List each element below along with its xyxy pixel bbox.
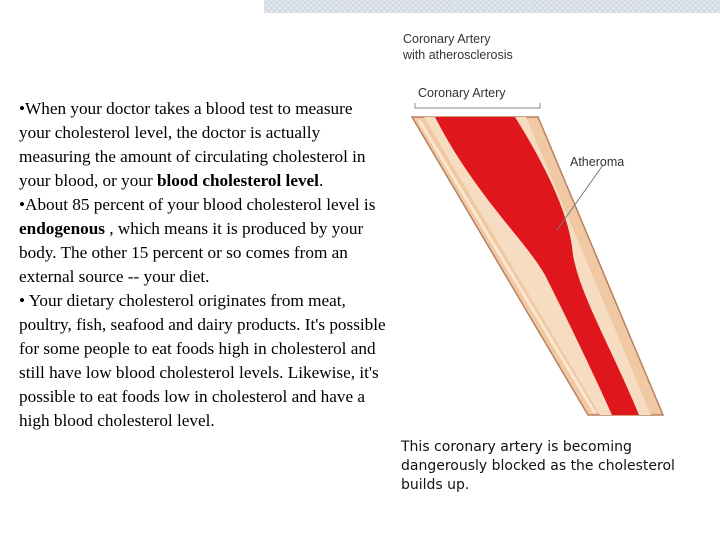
bullet: • (19, 291, 29, 310)
paragraph-2 (19, 193, 387, 289)
text-run: Your dietary cholesterol originates from meat, poultry, fish, seafood and dairy products. It's possible for some people to eat foods high in cholesterol and still have low blood cholesterol levels. Likewise, it's possible to eat foods low in cholesterol and have a high blood cholesterol level. (19, 291, 386, 430)
figure-caption: This coronary artery is becoming dangerously blocked as the cholesterol builds up. (401, 439, 675, 493)
decorative-top-strip (264, 0, 720, 13)
text-run: About 85 percent of your blood cholesterol level is (25, 195, 376, 214)
bullet: • (19, 99, 26, 118)
text-run: When your doctor takes a blood test to measure your cholesterol level, the doctor is actually measuring the amount of circulating cholesterol in your blood, or your (19, 99, 366, 190)
body-text (19, 97, 387, 433)
text-run: . (318, 171, 324, 190)
paragraph-3 (19, 289, 387, 433)
paragraph-1 (19, 97, 387, 193)
term-endogenous: endogenous (19, 219, 105, 238)
text-run: , which means it is produced by your body. The other 15 percent or so comes from an external source -- your diet. (19, 219, 364, 286)
artery-illustration (395, 25, 675, 425)
label-bracket (415, 103, 540, 108)
atheroma-label: Atheroma (570, 155, 625, 169)
figure-title-line-2: with atherosclerosis (403, 48, 513, 62)
term-blood-cholesterol-level: blood cholesterol level (156, 171, 319, 190)
figure-title-line-1: Coronary Artery (403, 32, 491, 46)
coronary-artery-label: Coronary Artery (418, 86, 506, 100)
bullet: • (19, 195, 26, 214)
